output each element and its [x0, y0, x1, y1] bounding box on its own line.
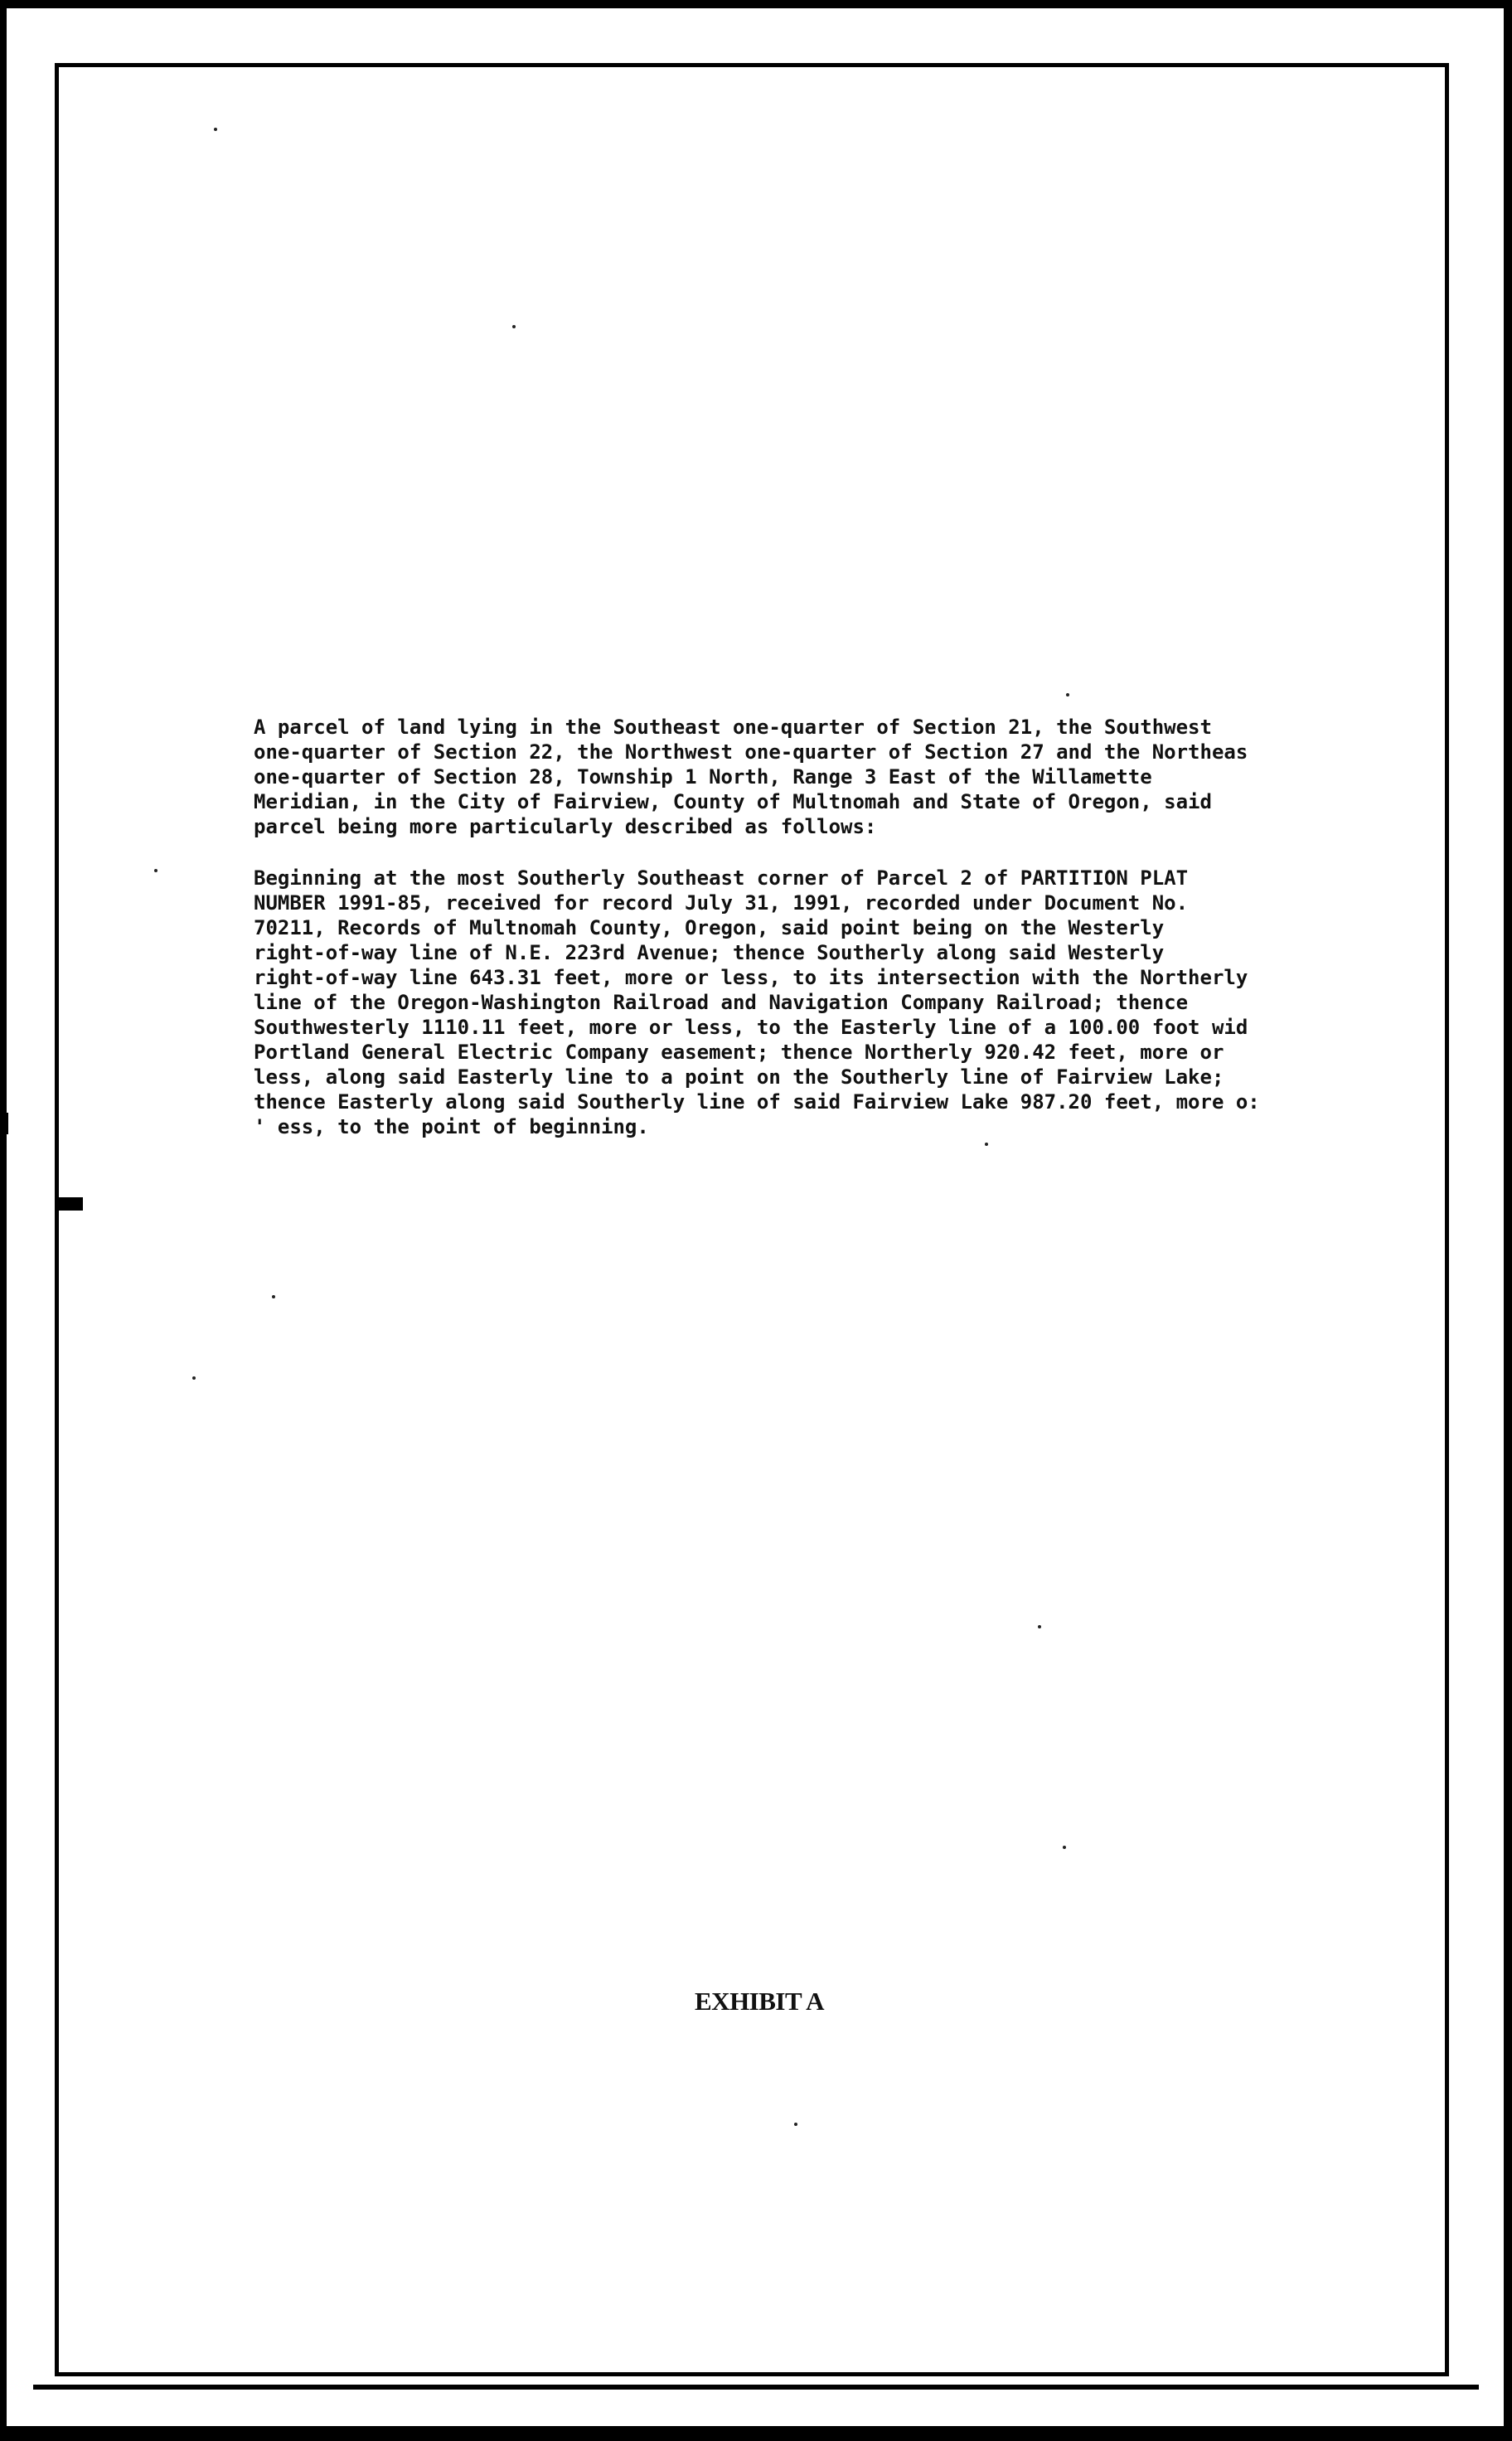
scan-speck [985, 1143, 988, 1146]
parcel-description-paragraph: A parcel of land lying in the Southeast one-quarter of Section 21, the Southwest one-quarter of Section 22, the Northwest one-quarter of Section 27 and the Northeas one-quarter of Section 28, Township 1 North, Range 3 East of the Willamette Meridian, in the City of Fairview, County of Multnomah and State of Oregon, said parcel being more particularly described as follows: [254, 716, 1248, 838]
parcel-boundary-paragraph: Beginning at the most Southerly Southeast corner of Parcel 2 of PARTITION PLAT NUMBER 1991-85, received for record July 31, 1991, recorded under Document No. 70211, Records of Multnomah County, Oregon, said point being on the Westerly right-of-way line of N.E. 223rd Avenue; thence Southerly along said Westerly right-of-way line 643.31 feet, more or less, to its intersection with the Northerly line of the Oregon-Washington Railroad and Navigation Company Railroad; thence Southwesterly 1110.11 feet, more or less, to the Easterly line of a 100.00 foot wid Portland General Electric Company easement; thence Northerly 920.42 feet, more or less, along said Easterly line to a point on the Southerly line of Fairview Lake; thence Easterly along said Southerly line of said Fairview Lake 987.20 feet, more o: ' ess, to the point of beginning. [254, 866, 1260, 1138]
exhibit-title: EXHIBIT A [695, 1987, 825, 2016]
page-border-frame [55, 63, 1449, 2376]
scan-speck [512, 325, 516, 328]
scan-speck [272, 1295, 275, 1298]
scan-speck [154, 869, 158, 872]
scan-speck [794, 2123, 797, 2126]
scan-speck [1063, 1846, 1066, 1849]
scan-speck [1038, 1625, 1041, 1628]
scan-speck [192, 1376, 196, 1380]
scan-speck [1066, 693, 1069, 696]
bottom-scan-edge [33, 2385, 1479, 2390]
left-margin-mark [0, 1113, 8, 1134]
scanned-page [7, 8, 1504, 2426]
scan-speck [214, 128, 217, 131]
binding-mark [55, 1197, 83, 1211]
